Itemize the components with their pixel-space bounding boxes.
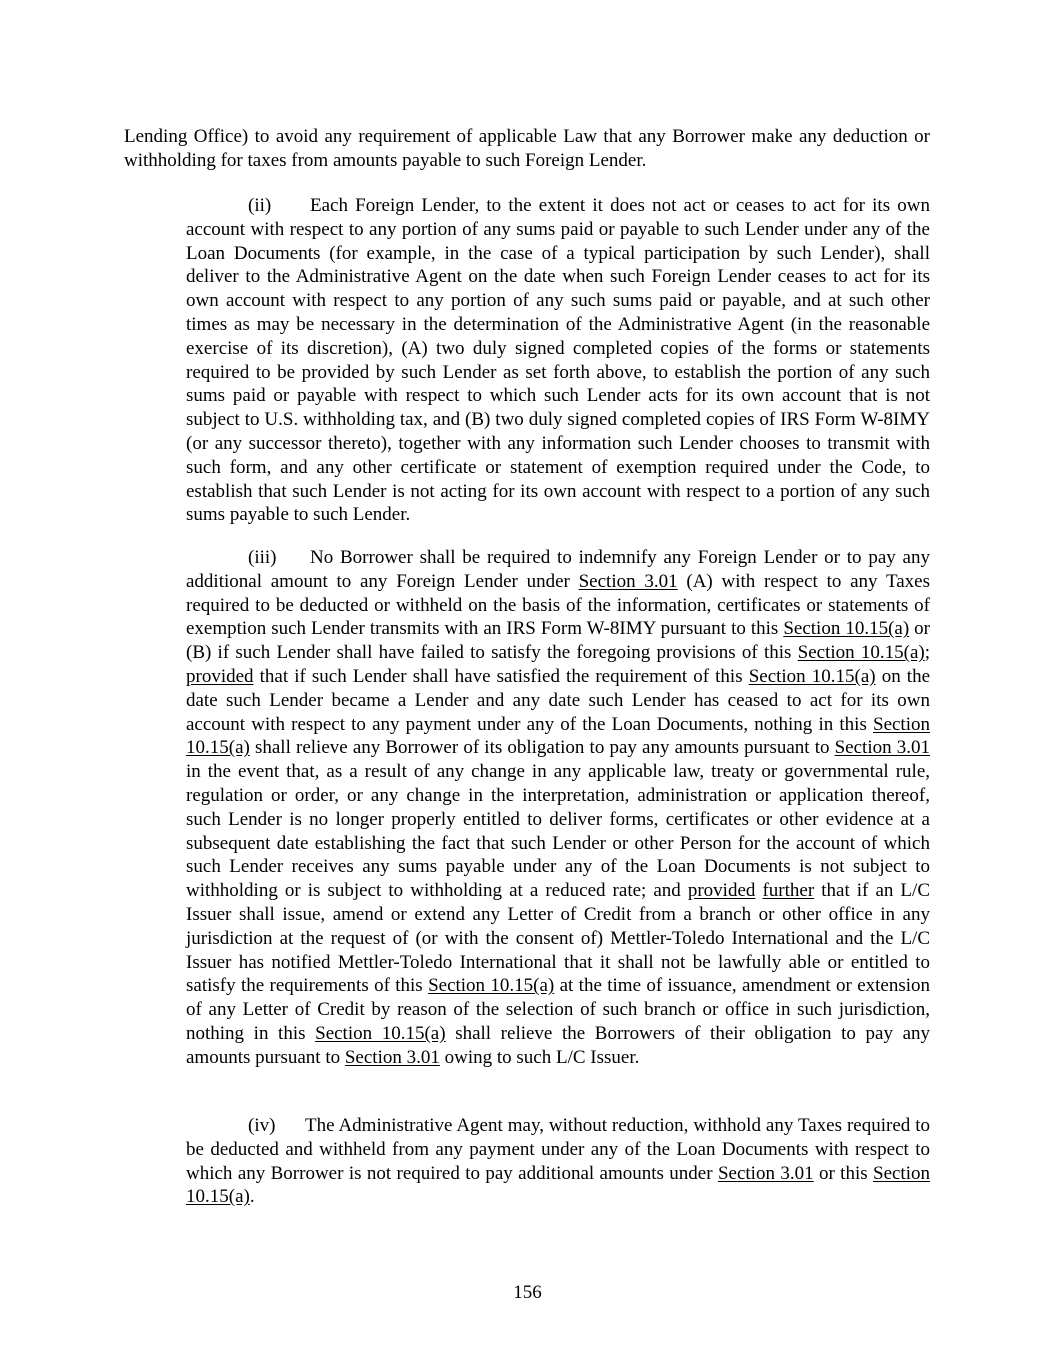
clause-text: or this xyxy=(813,1162,873,1184)
clause-iv xyxy=(186,1114,930,1209)
clause-text: at the time of issuance, amendment or extension of any Letter of Credit by reason of the selection of such branch or office in such jurisdiction, nothing in this xyxy=(186,975,931,1044)
section-reference: Section 10.15(a) xyxy=(186,1162,930,1208)
clause-text: ; xyxy=(924,642,930,664)
further-term: further xyxy=(762,880,815,902)
clause-text: (A) with respect to any Taxes required to be deducted or withheld on the basis of the information, certificates or statements of exemption such Lender transmits with an IRS Form W-8IMY pursuant to this xyxy=(186,570,930,640)
clause-text: or (B) if such Lender shall have failed to satisfy the foregoing provisions of this xyxy=(186,618,931,664)
page-number: 156 xyxy=(513,1282,542,1303)
clause-number: (iv) xyxy=(248,1115,276,1136)
section-reference: Section 10.15(a) xyxy=(315,1022,446,1044)
section-reference: Section 10.15(a) xyxy=(186,713,930,759)
continuation-text: Lending Office) to avoid any requirement of applicable Law that any Borrower make any deduction or withholding for taxes from amounts payable to such Foreign Lender. xyxy=(124,126,930,171)
section-reference: Section 3.01 xyxy=(344,1046,440,1068)
clause-number: (iii) xyxy=(248,547,277,568)
clause-text: on the date such Lender became a Lender and any date such Lender has ceased to act for its own account with respect to any payment under any of the Loan Documents, nothing in this xyxy=(186,665,930,735)
clause-text: shall relieve any Borrower of its obligation to pay any amounts pursuant to xyxy=(249,737,835,759)
clause-text: that if an L/C Issuer shall issue, amend or extend any Letter of Credit from a branch or other office in any jurisdiction at the request of (or with the consent of) Mettler-Toledo International and the L/C Issuer has notified Mettler-Toledo International that it shall not be lawfully able or entitled to satisfy the requirements of this xyxy=(186,880,930,997)
section-reference: Section 3.01 xyxy=(578,570,678,592)
continuation-paragraph xyxy=(124,125,930,173)
provided-term: provided xyxy=(186,665,254,687)
clause-ii xyxy=(186,194,930,527)
clause-text: Each Foreign Lender, to the extent it does not act or ceases to act for its own account with respect to any portion of any sums paid or payable to such Lender under any of the Loan Documents (for example, in the case of a typical participation by such Lender), shall deliver to the Administrative Agent on the date when such Foreign Lender ceases to act for its own account with respect to any portion of any such sums paid or payable, and at such other times as may be necessary in the determination of the Administrative Agent (in the reasonable exercise of its discretion), (A) two duly signed completed copies of the forms or statements required to be provided by such Lender as set forth above, to establish the portion of any such sums paid or payable with respect to which such Lender acts for its own account that is not subject to U.S. withholding tax, and (B) two duly signed completed copies of IRS Form W-8IMY (or any successor thereto), together with any information such Lender chooses to transmit with such form, and any other certificate or statement of exemption required under the Code, to establish that such Lender is not acting for its own account with respect to a portion of any such sums payable to such Lender. xyxy=(186,195,930,526)
clause-number: (ii) xyxy=(248,195,272,216)
clause-iii xyxy=(186,546,930,1070)
section-reference: Section 10.15(a) xyxy=(783,618,910,640)
section-reference: Section 3.01 xyxy=(717,1162,814,1184)
clause-text: owing to such L/C Issuer. xyxy=(439,1046,640,1068)
section-reference: Section 10.15(a) xyxy=(428,975,555,997)
clause-text: shall relieve the Borrowers of their obligation to pay any amounts pursuant to xyxy=(186,1022,931,1068)
clause-text: that if such Lender shall have satisfied the requirement of this xyxy=(253,665,749,687)
section-reference: Section 10.15(a) xyxy=(748,665,876,687)
clause-text: in the event that, as a result of any change in any applicable law, treaty or governmental rule, regulation or order, or any change in the interpretation, administration or application thereof, such Lender is no longer properly entitled to deliver forms, certificates or other evidence at a subsequent date establishing the fact that such Lender or other Person for the account of which such Lender receives any sums payable under any of the Loan Documents is not subject to withholding or is subject to withholding at a reduced rate; and xyxy=(186,761,930,902)
clause-text: No Borrower shall be required to indemnify any Foreign Lender or to pay any additional amount to any Foreign Lender under xyxy=(186,547,930,592)
section-reference: Section 3.01 xyxy=(834,737,930,759)
clause-text: The Administrative Agent may, without reduction, withhold any Taxes required to be deducted and withheld from any payment under any of the Loan Documents with respect to which any Borrower is not required to pay additional amounts under xyxy=(186,1115,930,1184)
section-reference: Section 10.15(a) xyxy=(797,642,925,664)
clause-text: . xyxy=(249,1186,255,1208)
provided-term: provided xyxy=(687,880,756,902)
